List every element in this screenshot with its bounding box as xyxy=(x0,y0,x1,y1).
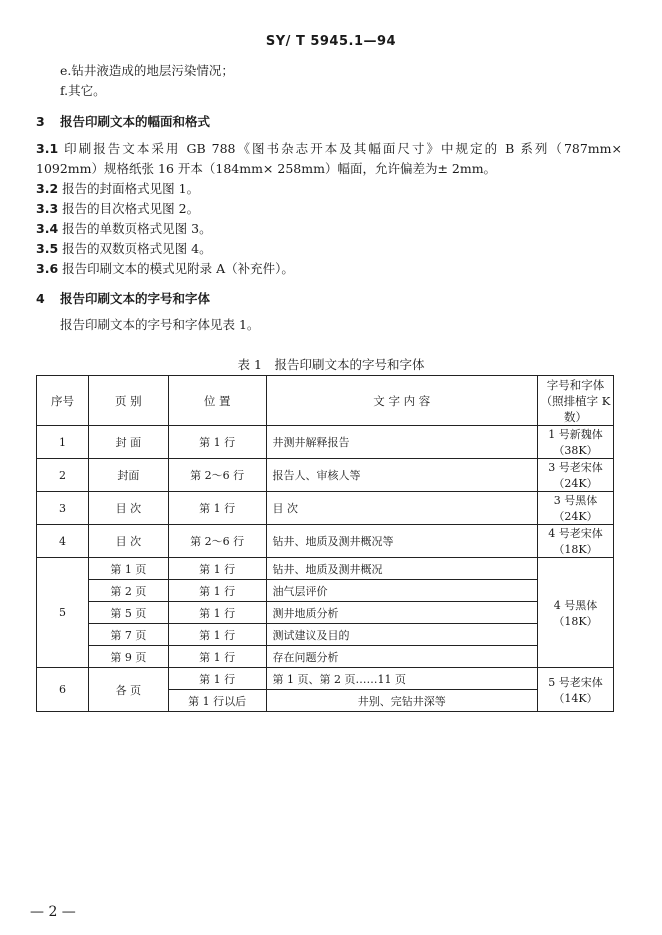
header-page: 页 别 xyxy=(88,376,168,426)
font-size-table xyxy=(36,375,614,712)
section-3-title: 报告印刷文本的幅面和格式 xyxy=(60,114,211,129)
page-number: — 2 — xyxy=(30,904,76,920)
clause-3-1-text: 印刷报告文本采用 GB 788《图书杂志开本及其幅面尺寸》中规定的 B 系列（787mm× xyxy=(64,141,622,156)
header-content: 文 字 内 容 xyxy=(266,376,537,426)
document-code-header: SY/ T 5945.1—94 xyxy=(265,34,397,49)
clause-3-4-number: 3.4 xyxy=(36,221,59,236)
cell-position: 第 1 行 xyxy=(168,602,266,624)
cell-font: 3 号老宋体（24K） xyxy=(538,459,614,492)
clause-3-6 xyxy=(36,260,294,278)
cell-seq: 6 xyxy=(37,668,89,712)
section-4-title: 报告印刷文本的字号和字体 xyxy=(60,291,211,306)
table-row xyxy=(37,624,614,646)
header-position: 位 置 xyxy=(168,376,266,426)
clause-3-5-number: 3.5 xyxy=(36,241,59,256)
cell-page: 目 次 xyxy=(88,492,168,525)
clause-3-2 xyxy=(36,180,199,198)
table-row xyxy=(37,646,614,668)
cell-position: 第 1 行 xyxy=(168,668,266,690)
clause-3-1-line2: 1092mm）规格纸张 16 开本（184mm× 258mm）幅面，允许偏差为± 2mm。 xyxy=(36,161,497,176)
cell-font: 1 号新魏体（38K） xyxy=(538,426,614,459)
cell-page: 第 7 页 xyxy=(88,624,168,646)
table-row xyxy=(37,525,614,558)
header-font-line1: 字号和字体 xyxy=(546,377,605,392)
cell-page: 各 页 xyxy=(88,668,168,712)
cell-position: 第 2～6 行 xyxy=(168,525,266,558)
cell-content: 测井地质分析 xyxy=(266,602,537,624)
cell-font: 3 号黑体（24K） xyxy=(538,492,614,525)
cell-content: 存在问题分析 xyxy=(266,646,537,668)
cell-seq: 4 xyxy=(37,525,89,558)
table-row xyxy=(37,426,614,459)
cell-page: 封 面 xyxy=(88,426,168,459)
cell-page: 第 1 页 xyxy=(88,558,168,580)
cell-seq: 5 xyxy=(37,558,89,668)
cell-position: 第 1 行 xyxy=(168,646,266,668)
clause-3-1-line1 xyxy=(36,140,622,158)
cell-content: 钻井、地质及测井概况 xyxy=(266,558,537,580)
cell-content: 油气层评价 xyxy=(266,580,537,602)
table-row xyxy=(37,558,614,580)
cell-seq: 1 xyxy=(37,426,89,459)
cell-font: 5 号老宋体（14K） xyxy=(538,668,614,712)
header-seq: 序号 xyxy=(37,376,89,426)
table-row xyxy=(37,580,614,602)
section-4-paragraph: 报告印刷文本的字号和字体见表 1。 xyxy=(60,317,260,332)
clause-3-5-text: 报告的双数页格式见图 4。 xyxy=(62,241,212,256)
section-4-heading xyxy=(36,290,210,308)
cell-content: 测试建议及目的 xyxy=(266,624,537,646)
section-3-number: 3 xyxy=(36,114,45,129)
cell-position: 第 1 行 xyxy=(168,426,266,459)
clause-3-1-number: 3.1 xyxy=(36,141,59,156)
header-font xyxy=(538,376,614,426)
item-e: e.钻井液造成的地层污染情况； xyxy=(60,63,234,78)
table-row xyxy=(37,668,614,690)
cell-font: 4 号老宋体（18K） xyxy=(538,525,614,558)
cell-position: 第 1 行 xyxy=(168,624,266,646)
cell-position: 第 1 行 xyxy=(168,558,266,580)
cell-page: 第 9 页 xyxy=(88,646,168,668)
item-f: f.其它。 xyxy=(60,83,106,98)
clause-3-3-number: 3.3 xyxy=(36,201,59,216)
clause-3-6-number: 3.6 xyxy=(36,261,59,276)
table-row xyxy=(37,602,614,624)
section-3-heading xyxy=(36,113,210,131)
clause-3-5 xyxy=(36,240,212,258)
cell-content: 第 1 页、第 2 页……11 页 xyxy=(266,668,537,690)
cell-seq: 2 xyxy=(37,459,89,492)
table-caption: 表 1 报告印刷文本的字号和字体 xyxy=(237,357,425,372)
clause-3-2-text: 报告的封面格式见图 1。 xyxy=(62,181,200,196)
cell-content: 井测井解释报告 xyxy=(266,426,537,459)
cell-content: 钻井、地质及测井概况等 xyxy=(266,525,537,558)
cell-page: 封面 xyxy=(88,459,168,492)
cell-position: 第 1 行 xyxy=(168,580,266,602)
cell-page: 目 次 xyxy=(88,525,168,558)
cell-content: 报告人、审核人等 xyxy=(266,459,537,492)
cell-content: 井别、完钻井深等 xyxy=(266,690,537,712)
clause-3-3-text: 报告的目次格式见图 2。 xyxy=(62,201,200,216)
section-4-number: 4 xyxy=(36,291,45,306)
cell-content: 目 次 xyxy=(266,492,537,525)
clause-3-4-text: 报告的单数页格式见图 3。 xyxy=(62,221,212,236)
cell-page: 第 5 页 xyxy=(88,602,168,624)
table-row xyxy=(37,492,614,525)
cell-position: 第 1 行 xyxy=(168,492,266,525)
cell-font: 4 号黑体（18K） xyxy=(538,558,614,668)
clause-3-3 xyxy=(36,200,199,218)
cell-position: 第 1 行以后 xyxy=(168,690,266,712)
header-font-line2: （照排植字 K 数） xyxy=(540,393,611,424)
cell-page: 第 2 页 xyxy=(88,580,168,602)
clause-3-6-text: 报告印刷文本的模式见附录 A（补充件）。 xyxy=(62,261,294,276)
clause-3-2-number: 3.2 xyxy=(36,181,59,196)
cell-position: 第 2～6 行 xyxy=(168,459,266,492)
table-row xyxy=(37,459,614,492)
cell-seq: 3 xyxy=(37,492,89,525)
clause-3-4 xyxy=(36,220,212,238)
table-header-row xyxy=(37,376,614,426)
